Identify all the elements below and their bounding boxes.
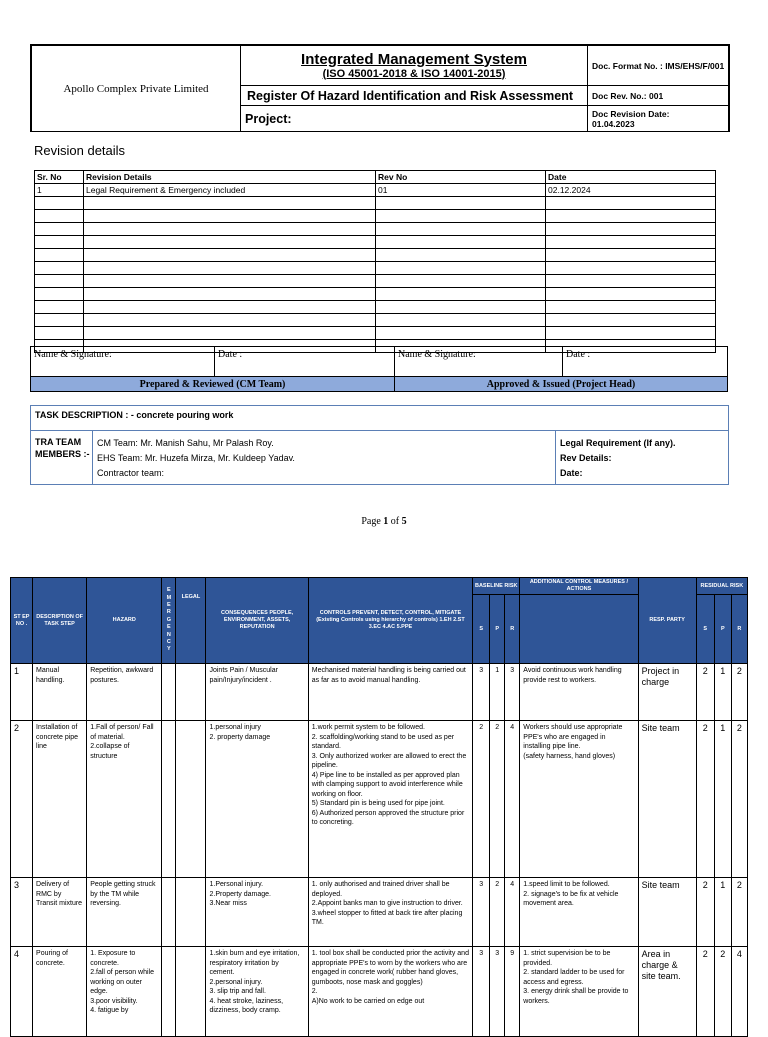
hazard: 1.Fall of person/ Fall of material. 2.collapse of structure xyxy=(87,721,162,878)
col-sr-no: Sr. No xyxy=(35,171,84,184)
empty-row xyxy=(35,262,716,275)
register-title: Register Of Hazard Identification and Risk Assessment xyxy=(241,86,588,106)
step-no: 1 xyxy=(11,664,33,721)
col-date: Date xyxy=(546,171,716,184)
col-revision-details: Revision Details xyxy=(84,171,376,184)
legal-cell xyxy=(176,878,206,947)
residual-p: 2 xyxy=(714,947,731,1037)
task-description-label: TASK DESCRIPTION xyxy=(35,410,123,420)
step-no: 4 xyxy=(11,947,33,1037)
residual-r: 2 xyxy=(731,664,747,721)
empty-row xyxy=(35,249,716,262)
empty-row xyxy=(35,236,716,249)
legal-requirement-label: Legal Requirement (If any). xyxy=(560,438,676,448)
consequences: 1.skin burn and eye irritation, respiratory irritation by cement. 2.personal injury. 3. slip trip and fall. 4. heat stroke, laziness, dizziness, body cramp. xyxy=(206,947,308,1037)
hdr-description: DESCRIPTION OF TASK STEP xyxy=(33,578,87,664)
doc-revision-date-label: Doc Revision Date: xyxy=(592,108,670,119)
controls: 1.work permit system to be followed. 2. scaffolding/working stand to be used as per standard. 3. Only authorized worker are allowed to erect the pipeline. 4) Pipe line to be installed as per approved plan with clamping support to avoid interference while working on floor. 5) Standard pin is being used for pipe joint. 6) Authorized person approved the structure prior to concreting. xyxy=(308,721,472,878)
task-step: Pouring of concrete. xyxy=(33,947,87,1037)
baseline-r: 4 xyxy=(505,878,520,947)
task-step: Delivery of RMC by Transit mixture xyxy=(33,878,87,947)
tra-team-box xyxy=(30,430,729,485)
hdr-legal: LEGAL xyxy=(176,578,206,664)
empty-row xyxy=(35,223,716,236)
baseline-p: 3 xyxy=(490,947,505,1037)
controls: Mechanised material handling is being carried out as far as to avoid manual handling. xyxy=(308,664,472,721)
hdr-residual-p: P xyxy=(714,595,731,664)
risk-row xyxy=(11,947,748,1037)
hdr-residual-risk: RESIDUAL RISK xyxy=(696,578,747,595)
baseline-p: 2 xyxy=(490,878,505,947)
emergency-cell xyxy=(162,947,176,1037)
approved-issued-label: Approved & Issued (Project Head) xyxy=(395,377,728,392)
task-step: Installation of concrete pipe line xyxy=(33,721,87,878)
cm-team: CM Team: Mr. Manish Sahu, Mr Palash Roy. xyxy=(97,438,274,448)
empty-row xyxy=(35,327,716,340)
residual-s: 2 xyxy=(696,721,714,878)
hdr-baseline-s: S xyxy=(473,595,490,664)
baseline-r: 4 xyxy=(505,721,520,878)
emergency-cell xyxy=(162,664,176,721)
resp-party: Site team xyxy=(638,878,696,947)
hdr-step-no: ST EP NO . xyxy=(11,578,33,664)
hdr-controls: CONTROLS PREVENT, DETECT, CONTROL, MITIGATE (Existing Controls using hierarchy of controls) 1.EH 2.ST 3.EC 4.AC 5.PPE xyxy=(308,578,472,664)
approved-date: Date : xyxy=(563,347,728,377)
baseline-r: 9 xyxy=(505,947,520,1037)
hdr-consequences: CONSEQUENCES PEOPLE, ENVIRONMENT, ASSETS, REPUTATION xyxy=(206,578,308,664)
rev-date: 02.12.2024 xyxy=(546,184,716,197)
baseline-s: 2 xyxy=(473,721,490,878)
team-members xyxy=(97,436,295,481)
tra-team-label: TRA TEAM MEMBERS :- xyxy=(35,437,90,459)
doc-format-no: Doc. Format No. : IMS/EHS/F/001 xyxy=(588,46,729,86)
empty-row xyxy=(35,275,716,288)
task-description-value: : - concrete pouring work xyxy=(122,410,234,420)
step-no: 2 xyxy=(11,721,33,878)
residual-s: 2 xyxy=(696,947,714,1037)
risk-row xyxy=(11,878,748,947)
emergency-cell xyxy=(162,721,176,878)
residual-r: 2 xyxy=(731,721,747,878)
hdr-additional-controls: ADDITIONAL CONTROL MEASURES / ACTIONS xyxy=(520,578,638,595)
baseline-r: 3 xyxy=(505,664,520,721)
consequences: 1.personal injury 2. property damage xyxy=(206,721,308,878)
ims-title-cell xyxy=(241,46,588,86)
residual-p: 1 xyxy=(714,664,731,721)
risk-header-row xyxy=(11,578,748,595)
hdr-baseline-r: R xyxy=(505,595,520,664)
ims-standards: (ISO 45001-2018 & ISO 14001-2015) xyxy=(322,67,506,80)
legal-cell xyxy=(176,947,206,1037)
revision-details-title: Revision details xyxy=(34,143,126,158)
task-description xyxy=(35,410,233,420)
controls: 1. only authorised and trained driver shall be deployed. 2.Appoint banks man to give instruction to driver. 3.wheel stopper to fitted at back tire after placing TM. xyxy=(308,878,472,947)
hdr-emergency: E M E R G E N C Y xyxy=(162,578,176,664)
date-label: Date: xyxy=(560,468,583,478)
risk-row xyxy=(11,664,748,721)
residual-r: 2 xyxy=(731,878,747,947)
rev-no: 01 xyxy=(376,184,546,197)
page-total: 5 xyxy=(401,516,407,527)
company-name: Apollo Complex Private Limited xyxy=(32,46,241,132)
empty-row xyxy=(35,210,716,223)
empty-row xyxy=(35,288,716,301)
baseline-s: 3 xyxy=(473,947,490,1037)
empty-row xyxy=(35,197,716,210)
hdr-hazard: HAZARD xyxy=(87,578,162,664)
page-current: 1 xyxy=(383,516,389,527)
prepared-reviewed-label: Prepared & Reviewed (CM Team) xyxy=(31,377,395,392)
hdr-residual-s: S xyxy=(696,595,714,664)
rev-sr-no: 1 xyxy=(35,184,84,197)
signature-table xyxy=(30,346,728,392)
hazard: 1. Exposure to concrete. 2.fall of person while working on outer edge. 3.poor visibility. 4. fatigue by xyxy=(87,947,162,1037)
additional-controls: 1. strict supervision be to be provided. 2. standard ladder to be used for access and egress. 3. energy drink shall be provide to workers. xyxy=(520,947,638,1037)
contractor-team: Contractor team: xyxy=(97,468,165,478)
ims-title: Integrated Management System xyxy=(301,50,527,68)
additional-controls: 1.speed limit to be followed. 2. signage's to be fix at vehicle movement area. xyxy=(520,878,638,947)
hazard: People getting struck by the TM while reversing. xyxy=(87,878,162,947)
page-number: Page 1 of 5 xyxy=(361,516,407,527)
project-label: Project: xyxy=(241,106,588,132)
hdr-residual-r: R xyxy=(731,595,747,664)
divider xyxy=(92,431,93,484)
legal-requirement-block xyxy=(560,436,676,481)
empty-row xyxy=(35,301,716,314)
hdr-baseline-risk: BASELINE RISK xyxy=(473,578,520,595)
rev-details: Legal Requirement & Emergency included xyxy=(84,184,376,197)
residual-s: 2 xyxy=(696,878,714,947)
consequences: 1.Personal injury. 2.Property damage. 3.Near miss xyxy=(206,878,308,947)
risk-assessment-table xyxy=(10,577,748,1037)
task-description-box xyxy=(30,405,729,431)
task-step: Manual handling. xyxy=(33,664,87,721)
hdr-resp-party: RESP. PARTY xyxy=(638,578,696,664)
doc-revision-date-value: 01.04.2023 xyxy=(592,118,635,129)
resp-party: Site team xyxy=(638,721,696,878)
resp-party: Area in charge & site team. xyxy=(638,947,696,1037)
revision-table xyxy=(34,170,716,353)
additional-controls: Avoid continuous work handling provide rest to workers. xyxy=(520,664,638,721)
baseline-s: 3 xyxy=(473,664,490,721)
approved-name-signature: Name & Signature: xyxy=(395,347,563,377)
consequences: Joints Pain / Muscular pain/Injury/incident . xyxy=(206,664,308,721)
risk-row xyxy=(11,721,748,878)
prepared-date: Date : xyxy=(215,347,395,377)
revision-row xyxy=(35,184,716,197)
emergency-cell xyxy=(162,878,176,947)
divider xyxy=(555,431,556,484)
additional-controls: Workers should use appropriate PPE's who are engaged in installing pipe line. (safety harness, hand gloves) xyxy=(520,721,638,878)
baseline-p: 2 xyxy=(490,721,505,878)
empty-row xyxy=(35,314,716,327)
controls: 1. tool box shall be conducted prior the activity and appropriate PPE's to worn by the workers who are engaged in concrete work( rubber hand gloves, gumboots, nose mask and goggles) 2. A)No work to be carried on edge out xyxy=(308,947,472,1037)
residual-s: 2 xyxy=(696,664,714,721)
legal-cell xyxy=(176,664,206,721)
doc-rev-no: Doc Rev. No.: 001 xyxy=(588,86,729,106)
resp-party: Project in charge xyxy=(638,664,696,721)
document-header xyxy=(30,44,730,132)
baseline-s: 3 xyxy=(473,878,490,947)
col-rev-no: Rev No xyxy=(376,171,546,184)
doc-revision-date xyxy=(588,106,729,132)
hazard: Repetition, awkward postures. xyxy=(87,664,162,721)
legal-cell xyxy=(176,721,206,878)
step-no: 3 xyxy=(11,878,33,947)
baseline-p: 1 xyxy=(490,664,505,721)
residual-p: 1 xyxy=(714,721,731,878)
prepared-name-signature: Name & Signature: xyxy=(31,347,215,377)
hdr-baseline-p: P xyxy=(490,595,505,664)
rev-details-label: Rev Details: xyxy=(560,453,612,463)
hdr-additional-blank xyxy=(520,595,638,664)
residual-r: 4 xyxy=(731,947,747,1037)
revision-header-row xyxy=(35,171,716,184)
residual-p: 1 xyxy=(714,878,731,947)
ehs-team: EHS Team: Mr. Huzefa Mirza, Mr. Kuldeep Yadav. xyxy=(97,453,295,463)
